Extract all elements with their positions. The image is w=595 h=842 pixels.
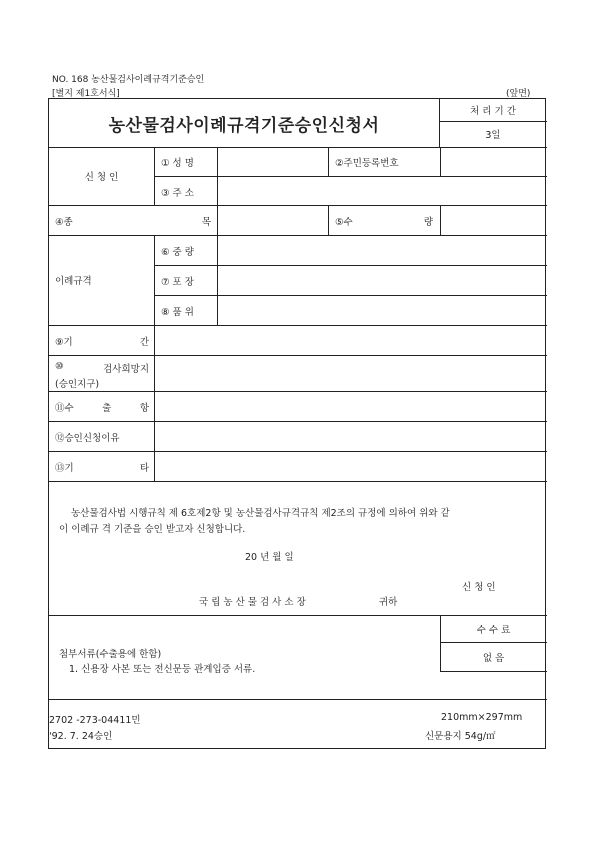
address-label: ③ 주 소: [161, 188, 194, 199]
quantity-field[interactable]: [441, 206, 546, 234]
page-side-label: (앞면): [506, 89, 531, 99]
attachments-title: 첨부서류(수출용에 한함): [59, 649, 162, 660]
paper-size: 210mm×297mm: [441, 712, 523, 723]
approval-reason-label: ⑫승인신청이유: [55, 433, 120, 444]
fee-label: 수 수 료: [476, 624, 511, 636]
name-field[interactable]: [218, 148, 327, 175]
weight-label: ⑥ 중 량: [161, 247, 194, 258]
packaging-field[interactable]: [218, 266, 546, 294]
other-label: ⑬기 타: [55, 463, 149, 474]
approval-date: '92. 7. 24승인: [49, 731, 113, 742]
packaging-label: ⑦ 포 장: [161, 277, 194, 288]
form-number: NO. 168 농산물검사이례규격기준승인: [52, 75, 205, 85]
application-form: [48, 98, 546, 749]
period-field[interactable]: [155, 326, 546, 354]
statement-line-1: 농산물검사법 시행규칙 제 6호제2항 및 농산물검사규격규칙 제2조의 규정에 의하여 위와 같: [71, 508, 450, 519]
grade-field[interactable]: [218, 296, 546, 324]
attachment-item-1: 1. 신용장 사본 또는 전신문등 관계입증 서류.: [69, 664, 256, 675]
form-appendix-label: [별지 제1호서식]: [52, 89, 120, 99]
address-field[interactable]: [218, 177, 546, 204]
irregular-spec-label: 이례규격: [55, 276, 92, 287]
recipient-name: 국 립 농 산 물 검 사 소 장: [199, 597, 306, 608]
kind-label: ④종 목: [55, 217, 211, 228]
paper-spec: 신문용지 54g/㎡: [425, 731, 496, 742]
approval-reason-field[interactable]: [155, 422, 546, 450]
weight-field[interactable]: [218, 236, 546, 264]
processing-period-value: 3일: [485, 130, 501, 141]
recipient-suffix: 귀하: [379, 597, 398, 608]
period-label: ⑨기 간: [55, 337, 149, 348]
applicant-label: 신 청 인: [84, 172, 119, 183]
application-date: 20 년 월 일: [245, 552, 294, 563]
inspection-place-label: ⑩ 검사희망지: [55, 361, 149, 375]
export-port-field[interactable]: [155, 392, 546, 420]
form-code: 2702 -273-04411민: [49, 715, 141, 726]
form-title: 농산물검사이례규격기준승인신청서: [108, 115, 380, 136]
applicant-signature-label: 신 청 인: [462, 582, 496, 593]
export-port-label: ⑪수 출 항: [55, 403, 149, 414]
inspection-place-field[interactable]: [155, 356, 546, 390]
resident-number-label: ②주민등록번호: [335, 158, 399, 169]
name-label: ① 성 명: [161, 158, 194, 169]
resident-number-field[interactable]: [441, 148, 546, 175]
kind-field[interactable]: [218, 206, 327, 234]
approval-district-label: (승인지구): [55, 379, 100, 390]
statement-line-2: 이 이례규 격 기준을 승인 받고자 신청합니다.: [59, 524, 246, 535]
quantity-label: ⑤수 량: [335, 217, 433, 228]
grade-label: ⑧ 품 위: [161, 307, 194, 318]
processing-period-label: 처 리 기 간: [470, 106, 516, 117]
other-field[interactable]: [155, 452, 546, 480]
fee-value: 없 음: [482, 653, 505, 664]
